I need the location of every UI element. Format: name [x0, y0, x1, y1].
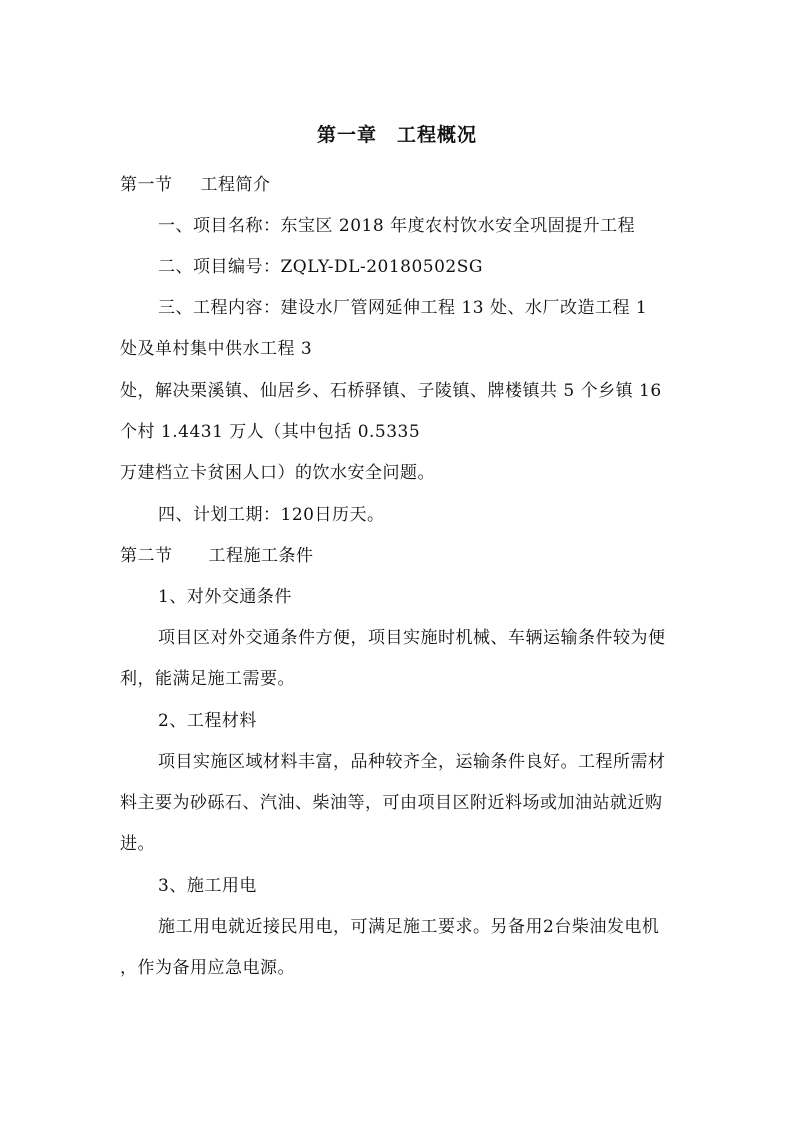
paragraph-duration: 四、计划工期：120日历天。	[158, 505, 385, 525]
section-heading-1	[120, 171, 710, 199]
paragraph-content-line: 三、工程内容：建设水厂管网延伸工程 13 处、水厂改造工程 1	[158, 298, 648, 318]
paragraph-power-line: ，作为备用应急电源。	[120, 958, 295, 978]
section-number: 第一节	[120, 175, 173, 195]
section-title: 工程施工条件	[208, 546, 314, 566]
subheading-power: 3、施工用电	[158, 876, 257, 896]
section-title: 工程简介	[200, 175, 271, 195]
chapter-title: 第一章 工程概况	[316, 124, 477, 146]
paragraph-content-line: 个村 1.4431 万人（其中包括 0.5335	[120, 422, 421, 442]
paragraph-materials-line: 料主要为砂砾石、汽油、柴油等，可由项目区附近料场或加油站就近购	[120, 793, 663, 813]
paragraph-content-line: 万建档立卡贫困人口）的饮水安全问题。	[120, 463, 435, 483]
paragraph-materials-line: 项目实施区域材料丰富，品种较齐全，运输条件良好。工程所需材	[158, 752, 666, 772]
subheading-traffic: 1、对外交通条件	[158, 587, 292, 607]
section-number: 第二节	[120, 546, 173, 566]
paragraph-project-name: 一、项目名称：东宝区 2018 年度农村饮水安全巩固提升工程	[158, 216, 636, 236]
paragraph-project-code: 二、项目编号：ZQLY-DL-20180502SG	[158, 257, 483, 277]
paragraph-traffic-line: 项目区对外交通条件方便，项目实施时机械、车辆运输条件较为便	[158, 628, 666, 648]
paragraph-materials-line: 进。	[120, 834, 155, 854]
paragraph-traffic-line: 利，能满足施工需要。	[120, 669, 295, 689]
paragraph-content-line: 处及单村集中供水工程 3	[120, 339, 313, 359]
subheading-materials: 2、工程材料	[158, 711, 257, 731]
paragraph-content-line: 处，解决栗溪镇、仙居乡、石桥驿镇、子陵镇、牌楼镇共 5 个乡镇 16	[120, 381, 662, 401]
paragraph-power-line: 施工用电就近接民用电，可满足施工要求。另备用2台柴油发电机	[158, 917, 660, 937]
section-heading-2	[120, 542, 710, 570]
